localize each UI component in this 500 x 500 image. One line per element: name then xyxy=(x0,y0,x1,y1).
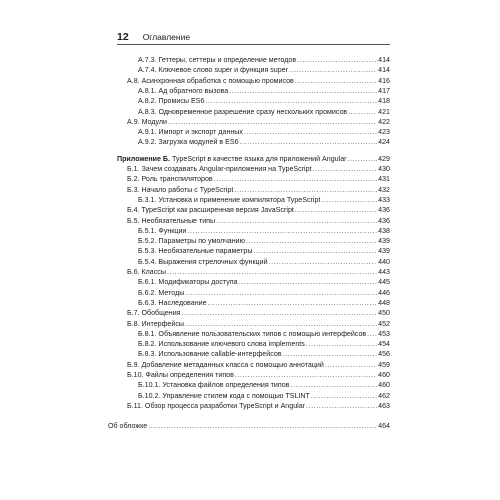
toc-entry xyxy=(138,65,390,75)
toc-entry xyxy=(138,246,390,256)
toc-entry-title: А.8.2. Промисы ES6 xyxy=(138,97,205,106)
toc-entry xyxy=(138,288,390,298)
toc-entry-page: 443 xyxy=(378,268,390,276)
toc-leader-dots xyxy=(168,118,377,127)
toc-entry-page: 414 xyxy=(378,56,390,64)
toc-leader-dots xyxy=(311,392,377,401)
toc-entry-title: Б.3. Начало работы с TypeScript xyxy=(127,185,234,194)
toc-entry-page: 450 xyxy=(378,309,390,318)
toc-entry xyxy=(138,339,390,349)
toc-entry-title: Б.8.1. Объявление пользовательских типов с помощью интерфейсов xyxy=(138,329,367,338)
toc-entry-page: 430 xyxy=(378,165,390,173)
toc-entry-title: Б.3.1. Установка и применение компилятора TypeScript xyxy=(138,195,321,204)
toc-entry-page: 439 xyxy=(378,237,390,246)
toc-entry xyxy=(138,127,390,137)
toc-entry-page: 417 xyxy=(378,86,390,95)
toc-entry-page: 446 xyxy=(378,288,390,297)
toc-entry-page: 429 xyxy=(378,154,390,163)
toc-entry-title: А.8. Асинхронная обработка с помощью промисов xyxy=(127,76,294,85)
toc-entry-page: 453 xyxy=(378,329,390,338)
toc-entry xyxy=(127,205,390,215)
toc-leader-dots xyxy=(348,108,377,117)
toc-entry-title: А.9.2. Загрузка модулей в ES6 xyxy=(138,138,239,147)
toc-entry-title: Б.6.2. Методы xyxy=(138,288,185,297)
toc-leader-dots xyxy=(367,330,377,339)
toc-entry-title: Б.5. Необязательные типы xyxy=(127,216,216,225)
toc-leader-dots xyxy=(313,165,378,174)
toc-leader-dots xyxy=(246,237,377,246)
toc-entry xyxy=(138,236,390,246)
toc-entry-page: 463 xyxy=(378,401,390,410)
toc-entry-page: 439 xyxy=(378,247,390,256)
toc-leader-dots xyxy=(208,299,378,308)
toc-entry-page: 464 xyxy=(378,422,390,431)
toc-leader-dots xyxy=(185,289,377,298)
toc-entry-title: Б.10. Файлы определения типов xyxy=(127,371,234,379)
toc-leader-dots xyxy=(205,97,377,106)
toc-entry-title: Б.10.2. Управление стилем кода с помощью TSLINT xyxy=(138,391,310,400)
toc-entry-page: 438 xyxy=(378,226,390,235)
toc-entry-page: 416 xyxy=(378,76,390,85)
toc-leader-dots xyxy=(229,87,377,96)
toc-entry-title: Б.4. TypeScript как расширенная версия JavaScript xyxy=(127,206,294,215)
toc-entry-title: Б.5.4. Выражения стрелочных функций xyxy=(138,257,268,266)
toc-entry xyxy=(117,154,390,164)
page-number: 12 xyxy=(117,31,129,43)
toc-leader-dots xyxy=(182,309,378,318)
toc-entry xyxy=(127,267,390,277)
toc-leader-dots xyxy=(148,422,377,431)
toc-entry-title: А.9.1. Импорт и экспорт данных xyxy=(138,128,243,137)
toc-entry xyxy=(138,86,390,96)
toc-entry-page: 422 xyxy=(378,117,390,126)
toc-entry xyxy=(138,226,390,236)
toc-entry-text: TypeScript в качестве языка для приложений Angular xyxy=(169,154,347,163)
toc-leader-dots xyxy=(187,227,377,236)
toc-entry xyxy=(127,308,390,318)
toc-entry-title: А.8.3. Одновременное разрешение сразу нескольких промисов xyxy=(138,107,348,116)
toc-entry xyxy=(127,360,390,370)
toc-leader-dots xyxy=(295,206,377,215)
toc-entry xyxy=(127,401,390,411)
toc-leader-dots xyxy=(253,247,377,256)
toc-leader-dots xyxy=(306,340,377,349)
toc-entry xyxy=(138,298,390,308)
toc-entry xyxy=(138,349,390,359)
toc-leader-dots xyxy=(185,320,377,329)
toc-entry-title: Б.5.2. Параметры по умолчанию xyxy=(138,237,245,246)
toc-leader-dots xyxy=(290,381,377,390)
toc-entry-title: А.7.4. Ключевое слово super и функция super xyxy=(138,66,289,75)
toc-entry-page: 414 xyxy=(378,66,390,75)
toc-entry-title: Б.11. Обзор процесса разработки TypeScript и Angular xyxy=(127,401,306,410)
toc-leader-dots xyxy=(283,350,378,359)
toc-entry-page: 448 xyxy=(378,298,390,307)
toc-entry xyxy=(138,329,390,339)
toc-entry-page: 462 xyxy=(378,391,390,400)
toc-entry xyxy=(127,164,390,174)
toc-entry-page: 421 xyxy=(378,107,390,116)
toc-entry-page: 445 xyxy=(378,278,390,287)
toc-entry-title xyxy=(117,155,347,164)
toc-entry-title: А.7.3. Геттеры, сеттеры и определение методов xyxy=(138,56,297,64)
toc-leader-dots xyxy=(269,258,378,267)
toc-leader-dots xyxy=(325,361,377,370)
toc-entry-page: 423 xyxy=(378,128,390,137)
toc-entry xyxy=(127,185,390,195)
toc-leader-dots xyxy=(306,402,377,411)
toc-entry-page: 433 xyxy=(378,195,390,204)
toc-leader-dots xyxy=(240,138,378,147)
toc-entry xyxy=(138,257,390,267)
toc-entry-title: Б.8.3. Использование callable-интерфейсов xyxy=(138,350,282,359)
toc-entry-title: Б.1. Зачем создавать Angular-приложения на TypeScript xyxy=(127,165,312,173)
toc-entry xyxy=(138,55,390,65)
toc-leader-dots xyxy=(234,186,377,195)
toc-entry xyxy=(127,174,390,184)
toc-entry-page: 452 xyxy=(378,319,390,328)
toc-entry-title: Б.7. Обобщения xyxy=(127,309,181,318)
toc-entry xyxy=(127,76,390,86)
toc-entry xyxy=(127,319,390,329)
toc-entry-page: 436 xyxy=(378,216,390,225)
toc-entry-title: Б.8. Интерфейсы xyxy=(127,319,184,328)
toc-entry xyxy=(127,117,390,127)
toc-entry-title: Б.2. Роль транспиляторов xyxy=(127,175,213,184)
toc-entry-title: Об обложке xyxy=(108,422,148,431)
toc-entry-title: Б.5.3. Необязательные параметры xyxy=(138,247,253,256)
toc-leader-dots xyxy=(321,196,377,205)
toc-entry-page: 440 xyxy=(378,257,390,266)
toc-leader-dots xyxy=(235,371,377,380)
toc-leader-dots xyxy=(289,66,377,75)
toc-leader-dots xyxy=(244,128,377,137)
toc-leader-dots xyxy=(297,56,377,65)
toc-leader-dots xyxy=(167,268,377,277)
toc-entry-title: Б.10.1. Установка файлов определения типов xyxy=(138,381,290,390)
running-title: Оглавление xyxy=(142,32,191,42)
toc-entry-title: Б.8.2. Использование ключевого слова implements xyxy=(138,340,305,349)
toc-entry-page: 418 xyxy=(378,97,390,106)
toc-entry xyxy=(127,370,390,380)
toc-entry-page: 432 xyxy=(378,185,390,194)
toc-entry-page: 436 xyxy=(378,206,390,215)
toc-entry-label: Приложение Б. xyxy=(117,154,170,163)
toc-leader-dots xyxy=(216,217,377,226)
toc-entry-title: Б.9. Добавление метаданных класса с помощью аннотаций xyxy=(127,360,324,369)
toc-entry xyxy=(138,195,390,205)
toc-entry-title: А.9. Модули xyxy=(127,117,167,126)
toc-entry xyxy=(127,216,390,226)
toc-entry xyxy=(108,421,390,431)
toc-entry-page: 431 xyxy=(378,175,390,184)
toc-entry-page: 424 xyxy=(378,138,390,147)
toc-leader-dots xyxy=(214,175,377,184)
toc-entry-title: Б.6.1. Модификаторы доступа xyxy=(138,278,238,287)
toc-leader-dots xyxy=(295,77,377,86)
toc-entry-page: 460 xyxy=(378,371,390,379)
toc-leader-dots xyxy=(348,155,378,164)
toc-entry-title: Б.6.3. Наследование xyxy=(138,298,207,307)
toc-entry-title: Б.5.1. Функции xyxy=(138,226,187,235)
toc-entry xyxy=(138,277,390,287)
toc-entry-title: Б.6. Классы xyxy=(127,268,166,276)
toc-entry xyxy=(138,96,390,106)
toc-entry xyxy=(138,107,390,117)
toc-entry-title: А.8.1. Ад обратного вызова xyxy=(138,86,229,95)
toc-entry-page: 454 xyxy=(378,340,390,349)
toc-leader-dots xyxy=(239,278,378,287)
toc-entry xyxy=(138,391,390,401)
toc-entry xyxy=(138,137,390,147)
toc-entry-page: 456 xyxy=(378,350,390,359)
toc-entry xyxy=(138,380,390,390)
toc-entry-page: 460 xyxy=(378,381,390,390)
toc-entry-page: 459 xyxy=(378,360,390,369)
